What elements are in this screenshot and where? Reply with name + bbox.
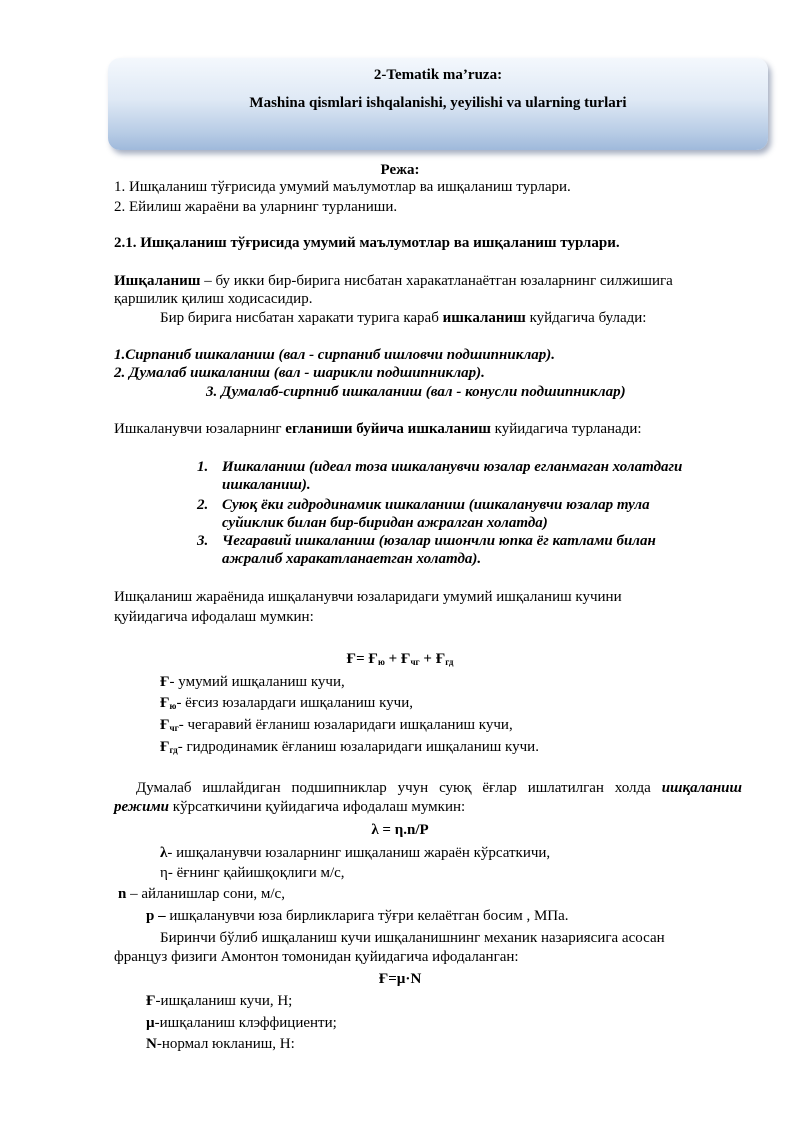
motion-type-2: 2. Думалаб ишкаланиш (вал - шарикли подшипниклар). [114,365,485,381]
lubrication-item-3: Чегаравий ишкаланиш (юзалар ишончли юпка ёг катлами билан [222,533,656,549]
definition-line-1 [114,272,673,290]
force-legend-total: Ғ- умумий ишқаланиш кучи, [160,674,345,690]
lubrication-item-3-number: 3. [197,533,209,549]
motion-types-intro: Бир бирига нисбатан харакати турига караб ишкаланиш куйдагича булади: [160,310,647,326]
plan-item-1: 1. Ишқаланиш тўғрисида умумий маълумотлар ва ишқаланиш турлари. [114,179,571,195]
amonton-legend-mu: µ-ишқаланиш клэффициенти; [146,1015,337,1031]
mode-legend-eta: η- ёғнинг қайишқоқлиги м/с, [160,865,345,881]
plan-item-2: 2. Ейилиш жараёни ва уларнинг турланиши. [114,199,398,215]
mode-legend-p: p – ишқаланувчи юза бирликларига тўғри келаётган босим , МПа. [146,908,569,924]
force-legend-dry: $Ғ_ю-$ ёғсиз юзалардаги ишқаланиш кучи, [160,695,413,711]
amonton-text-1: Биринчи бўлиб ишқаланиш кучи ишқаланишнинг механик назариясига асосан [160,930,665,946]
amonton-formula: Ғ=µ·N [378,971,422,987]
total-force-text-1: Ишқаланиш жараёнида ишқаланувчи юзаларидаги умумий ишқаланиш кучини [114,589,622,605]
motion-type-1: 1.Сирпаниб ишкаланиш (вал - сирпаниб ишловчи подшипниклар). [114,347,556,363]
amonton-legend-normal: N-нормал юкланиш, Н: [146,1036,295,1052]
lubrication-item-1: Ишкаланиш (идеал тоза ишкаланувчи юзалар егланмаган холатдаги [222,459,683,475]
lubrication-item-1-cont: ишкаланиш). [222,477,311,493]
motion-type-3: 3. Думалаб-сирпниб ишкаланиш (вал - конусли подшипниклар) [206,384,626,400]
lubrication-item-2-number: 2. [197,497,209,513]
title-banner [108,58,768,150]
lubrication-intro: Ишкаланувчи юзаларнинг егланиши буйича ишкаланиш куйидагича турланади: [114,421,642,437]
lubrication-item-1-number: 1. [197,459,209,475]
amonton-text-2: француз физиги Амонтон томонидан қуйидагича ифодаланган: [114,949,519,965]
definition-term: Ишқаланиш [114,273,201,289]
lubrication-item-3-cont: ажралиб харакатланаетган холатда). [222,551,482,567]
total-force-text-2: қуйидагича ифодалаш мумкин: [114,609,314,625]
section-heading: 2.1. Ишқаланиш тўғрисида умумий маълумотлар ва ишқаланиш турлари. [114,235,620,251]
mode-legend-lambda: λ- ишқаланувчи юзаларнинг ишқаланиш жараён кўрсаткичи, [160,845,551,861]
force-legend-boundary: $Ғ_{чг}-$ чегаравий ёғланиш юзаларидаги ишқаланиш кучи, [160,717,513,733]
mode-text-2: режими кўрсаткичини қуйидагича ифодалаш мумкин: [114,799,466,815]
plan-heading: Режа: [380,162,420,178]
mode-text-1: Думалаб ишлайдиган подшипниклар учун суюқ ёғлар ишлатилган холда ишқаланиш [136,780,743,796]
lubrication-item-2-cont: суйиклик билан бир-биридан ажралган холатда) [222,515,548,531]
mode-legend-n: n – айланишлар сони, м/с, [118,886,285,902]
lubrication-item-2: Суюқ ёки гидродинамик ишкаланиш (ишкаланувчи юзалар тула [222,497,650,513]
total-force-formula: $Ғ= Ғ_ю + Ғ_{чг} + Ғ_{гд}$ [346,651,454,667]
definition-line-2: қаршилик қилиш ходисасидир. [114,291,313,307]
lecture-title: Mashina qismlari ishqalanishi, yeyilishi va ularning turlari [249,95,627,111]
definition-text: – бу икки бир-бирига нисбатан харакатланаётган юзаларнинг силжишига [200,273,673,289]
mode-formula: λ = η.n/P [371,822,429,838]
amonton-legend-force: Ғ-ишқаланиш кучи, Н; [146,993,293,1009]
lecture-number: 2-Tematik ma’ruza: [373,67,503,83]
force-legend-hydro: $Ғ_{гд}-$ гидродинамик ёғланиш юзаларидаги ишқаланиш кучи. [160,739,539,755]
